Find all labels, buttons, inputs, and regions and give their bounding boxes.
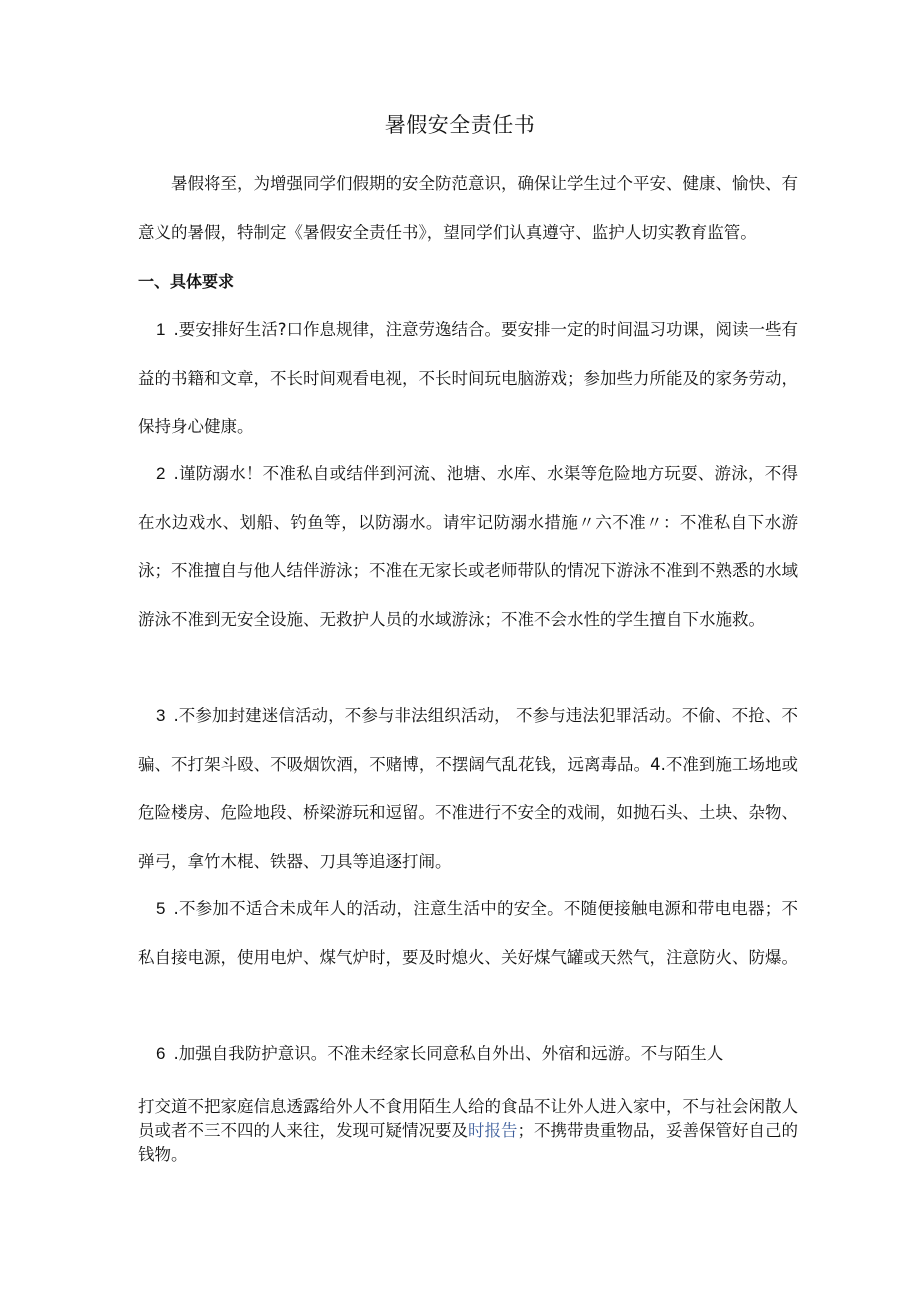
requirement-item-5 [138,885,798,982]
item-text: .要安排好生活?口作息规律，注意劳逸结合。要安排一定的时间温习功课，阅读一些有益的书籍和文章，不长时间观看电视，不长时间玩电脑游戏；参加些力所能及的家务劳动，保持身心健康。 [138,320,798,436]
item-text: .谨防溺水！不准私自或结伴到河流、池塘、水库、水渠等危险地方玩耍、游泳，不得在水边戏水、划船、钓鱼等，以防溺水。请牢记防溺水措施〃六不准〃：不准私自下水游泳；不准擅自与他人结伴游泳；不准在无家长或老师带队的情况下游泳不准到不熟悉的水域游泳不准到无安全设施、无救护人员的水域游泳；不准不会水性的学生擅自下水施救。 [138,464,798,629]
item-number: 6 [156,1044,166,1063]
section-heading: 一、具体要求 [138,272,235,291]
requirement-item-1 [138,306,798,452]
requirement-item-3 [138,692,798,886]
item-text: ；不携带贵重物品，妥善保管好自己的钱物。 [138,1121,798,1164]
item-number: 2 [156,464,166,483]
item-number: 5 [156,899,166,918]
item-text: 打交道不把家庭信息透露给外人不食用陌生人给的食品不让外人进入家中，不与社会闲散人员或者不三不四的人来往，发现可疑情况要及 [138,1097,798,1140]
intro-paragraph: 暑假将至，为增强同学们假期的安全防范意识，确保让学生过个平安、健康、愉快、有意义的暑假，特制定《暑假安全责任书》，望同学们认真遵守、监护人切实教育监管。 [138,174,798,242]
requirement-item-6-continued [138,1095,798,1167]
requirement-item-2 [138,450,798,644]
report-link-text: 时报告 [468,1121,518,1140]
item-text: .不参加封建迷信活动，不参与非法组织活动， 不参与违法犯罪活动。不偷、不抢、不骗、不打架斗殴、不吸烟饮酒，不赌博，不摆阔气乱花钱，远离毒品。4.不准到施工场地或危险楼房、危险地段、桥梁游玩和逗留。不准进行不安全的戏闹，如抛石头、土块、杂物、弹弓，拿竹木棍、铁器、刀具等追逐打闹。 [138,706,798,871]
item-text: .加强自我防护意识。不准未经家长同意私自外出、外宿和远游。不与陌生人 [173,1044,724,1063]
requirement-item-6 [138,1030,798,1079]
item-number: 1 [156,320,166,339]
item-number: 3 [156,706,166,725]
item-text: .不参加不适合未成年人的活动，注意生活中的安全。不随便接触电源和带电电器；不私自接电源，使用电炉、煤气炉时，要及时熄火、关好煤气罐或天然气，注意防火、防爆。 [138,899,798,967]
document-title: 暑假安全责任书 [384,113,536,137]
